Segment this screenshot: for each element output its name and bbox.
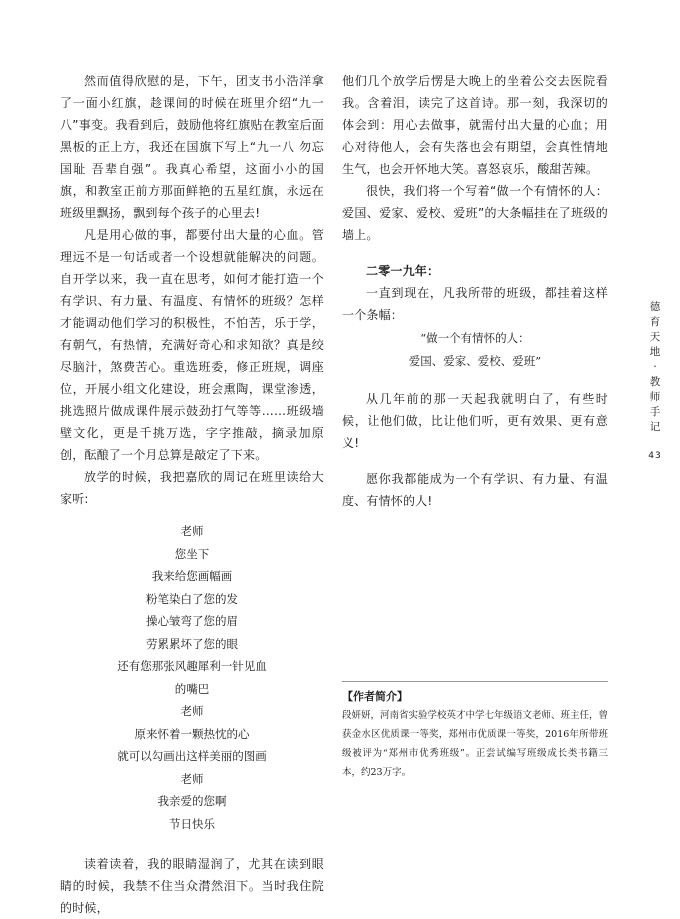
right-column (342, 70, 608, 512)
poem-line: 原来怀着一颗热忱的心 (134, 726, 250, 741)
banner-quote-line: “做一个有情怀的人： (420, 331, 530, 345)
page-number: 43 (648, 451, 662, 461)
poem-line: 粉笔染白了您的发 (146, 591, 238, 606)
section-title-char: 天 (649, 331, 661, 343)
poem-line: 我亲爱的您啊 (157, 794, 227, 808)
author-bio-text: 段妍妍，河南省实验学校英才中学七年级语文老师、班主任，曾获金水区优质课一等奖，郑州市优质课一等奖，2016年所带班级被评为“郑州市优秀班级”。正尝试编写班级成长类书籍三本，约23万字。 (342, 710, 609, 778)
paragraph: 一直到现在，凡我所带的班级，都挂着这样一个条幅： (342, 286, 608, 322)
section-title-char: · (653, 361, 657, 373)
poem-line: 老师 (180, 704, 204, 718)
poem-line: 节日快乐 (169, 816, 215, 831)
author-bio-title: 【作者简介】 (342, 690, 408, 703)
paragraph: 从几年前的那一天起我就明白了，有些时候，让他们做，比让他们听，更有效果、更有意义! (342, 392, 608, 450)
section-title-char: 地 (649, 346, 661, 358)
left-column (60, 70, 324, 919)
paragraph: 然而值得欣慰的是，下午，团支书小浩洋拿了一面小红旗，趁课间的时候在班里介绍“九一八”事变。我看到后，鼓励他将红旗贴在教室后面黑板的正上方，我还在国旗下写上“九一八 勿忘国耻 吾辈自强”。我真心希望，这面小小的国旗，和教室正前方那面鲜艳的五星红旗，永远在班级里飘扬，飘到每个孩子的心里去! (60, 74, 324, 220)
poem-line: 就可以勾画出这样美丽的图画 (117, 749, 267, 763)
author-bio (342, 688, 608, 782)
divider (342, 681, 608, 682)
paragraph: 读着读着，我的眼睛湿润了，尤其在读到眼睛的时候，我禁不住当众潸然泪下。当时我住院的时候， (60, 857, 324, 915)
poem-line: 的嘴巴 (174, 681, 210, 696)
banner-quote-line: 爱国、爱家、爱校、爱班” (408, 354, 542, 368)
section-title-char: 教 (649, 376, 661, 388)
section-title-char: 师 (649, 391, 661, 403)
paragraph: 愿你我都能成为一个有学识、有力量、有温度、有情怀的人! (342, 472, 608, 508)
paragraph: 很快，我们将一个写着“做一个有情怀的人：爱国、爱家、爱校、爱班”的大条幅挂在了班级的墙上。 (342, 184, 608, 242)
section-title-char: 手 (649, 406, 661, 418)
poem-line: 还有您那张风趣犀利一针见血 (117, 659, 267, 673)
paragraph: 放学的时候，我把嘉欣的周记在班里读给大家听: (60, 470, 324, 506)
poem-line: 操心皱弯了您的眉 (146, 614, 238, 628)
poem-line: 老师 (180, 524, 204, 538)
section-title-char: 育 (649, 316, 661, 328)
section-title-char: 记 (649, 421, 661, 433)
poem (60, 520, 324, 835)
section-heading: 二零一九年： (366, 264, 440, 278)
poem-line: 老师 (180, 771, 204, 786)
paragraph: 他们几个放学后愣是大晚上的坐着公交去医院看我。含着泪，读完了这首诗。那一刻，我深切的体会到：用心去做事，就需付出大量的心血；用心对待他人，会有失落也会有期望，会真性情地生气，也会开怀地大笑。喜怒哀乐，酸甜苦辣。 (342, 74, 608, 176)
poem-line: 您坐下 (174, 546, 210, 561)
poem-line: 劳累累坏了您的眼 (146, 636, 238, 651)
poem-line: 我来给您画幅画 (151, 569, 233, 583)
running-header (645, 300, 665, 461)
section-title-char: 德 (649, 301, 661, 313)
paragraph: 凡是用心做的事，都要付出大量的心血。管理远不是一句话或者一个设想就能解决的问题。自开学以来，我一直在思考，如何才能打造一个有学识、有力量、有温度、有情怀的班级？怎样才能调动他们学习的积极性，不怕苦，乐于学，有朝气，有热情，充满好奇心和求知欲？真是绞尽脑汁，煞费苦心。重选班委，修正班规，调座位，开展小组文化建设，班会熏陶，课堂渗透，挑选照片做成课件展示鼓劲打气等等……班级墙壁文化，更是千挑万选，字字推敲，摘录加原创，酝酿了一个月总算是敲定了下来。 (60, 228, 324, 462)
